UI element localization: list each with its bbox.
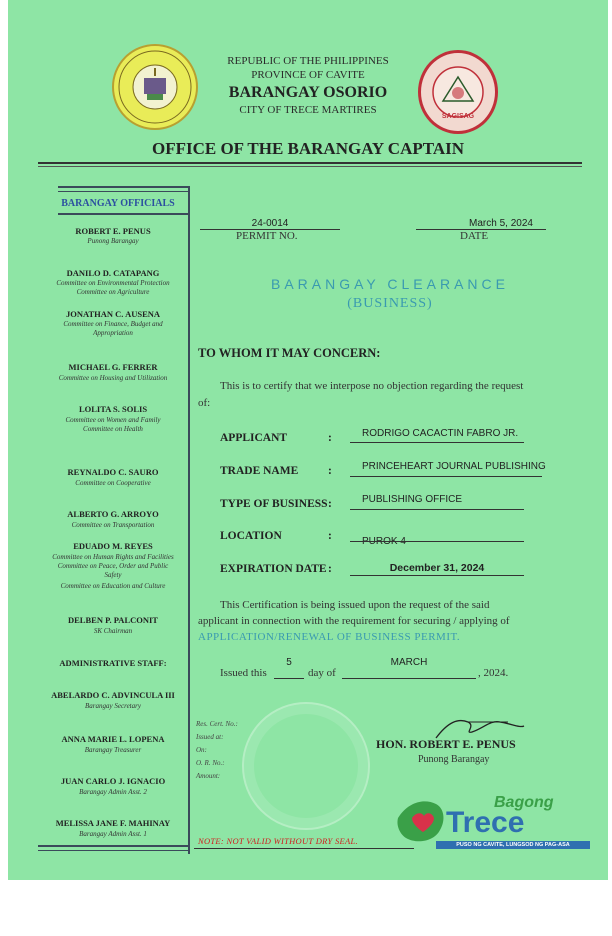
permit-number-value: 24-0014 [251,218,289,229]
salutation: TO WHOM IT MAY CONCERN: [198,346,381,360]
business-type-colon: : [328,498,332,510]
seal-sagisag-text: SAGISAG [441,113,475,120]
official-role-2b: Committee on Agriculture [76,288,150,296]
logo-trece-text: Trece [446,806,525,839]
admin-staff-heading: ADMINISTRATIVE STAFF: [59,658,167,668]
clearance-title: BARANGAY CLEARANCE [271,276,509,292]
trade-name-colon: : [328,465,332,477]
sidebar-rule-bottom2 [38,850,188,851]
expiration-label: EXPIRATION DATE [220,563,327,575]
business-type-label: TYPE OF BUSINESS [220,498,328,510]
province-line: PROVINCE OF CAVITE [251,69,365,81]
res-cert-label: Res. Cert. No.: [196,720,238,728]
barangay-title: BARANGAY OSORIO [228,84,388,101]
issued-month-value: MARCH [390,657,428,668]
staff-name-4: MELISSA JANE F. MAHINAY [55,818,171,828]
certification-line-2: applicant in connection with the requirement for securing / applying of [198,615,510,627]
certify-line-1: This is to certify that we interpose no objection regarding the request [220,380,524,392]
trade-name-line [350,476,542,477]
official-role-1: Punong Barangay [87,237,139,245]
official-name-5: LOLITA S. SOLIS [78,404,148,414]
staff-role-4: Barangay Admin Asst. 1 [79,830,147,838]
issued-month-line [342,678,476,679]
expiration-colon: : [328,563,332,575]
clearance-document [8,0,608,880]
sidebar-rule-top2 [58,191,188,192]
logo-bagong-text: Bagong [494,794,554,811]
header-rule-thin [38,166,582,167]
official-role-4: Committee on Housing and Utilization [58,374,168,382]
official-role-8b: Committee on Peace, Order and Public [57,562,169,570]
applicant-line [350,442,524,443]
certification-line-3: APPLICATION/RENEWAL OF BUSINESS PERMIT. [198,631,461,643]
bagong-trece-logo [396,794,592,850]
staff-role-2: Barangay Treasurer [84,746,142,754]
dry-seal-emboss [242,702,370,830]
location-label: LOCATION [220,530,282,542]
official-name-7: ALBERTO G. ARROYO [67,509,159,519]
day-of-label: day of [308,667,336,679]
official-name-8: EDUADO M. REYES [73,541,153,551]
sidebar-heading: BARANGAY OFFICIALS [61,198,175,209]
official-name-9: DELBEN P. PALCONIT [68,615,158,625]
applicant-value: RODRIGO CACACTIN FABRO JR. [362,428,519,439]
certify-line-2: of: [198,397,211,409]
staff-name-1: ABELARDO C. ADVINCULA III [51,690,175,700]
certification-line-1: This Certification is being issued upon the request of the said [220,599,490,611]
permit-date-value: March 5, 2024 [469,218,533,229]
sidebar-vertical-rule [188,186,190,854]
clearance-subtitle: (BUSINESS) [347,296,433,311]
applicant-colon: : [328,432,332,444]
official-role-8c: Safety [104,571,122,579]
footer-rule [194,848,414,849]
business-type-value: PUBLISHING OFFICE [362,494,463,505]
dry-seal-note: NOTE: NOT VALID WITHOUT DRY SEAL. [198,836,358,846]
applicant-label: APPLICANT [220,432,288,444]
amount-label: Amount: [196,772,221,780]
location-colon: : [328,530,332,542]
official-role-3b: Appropriation [93,329,133,337]
captain-title: Punong Barangay [418,754,490,765]
official-name-3: JONATHAN C. AUSENA [65,309,161,319]
city-line: CITY OF TRECE MARTIRES [239,104,377,116]
office-title: OFFICE OF THE BARANGAY CAPTAIN [151,139,464,158]
issued-day-line [274,678,304,679]
captain-name: HON. ROBERT E. PENUS [376,737,516,751]
trade-name-label: TRADE NAME [220,465,299,477]
expiration-value: December 31, 2024 [389,562,485,574]
official-name-1: ROBERT E. PENUS [75,226,151,236]
logo-tagline: PUSO NG CAVITE, LUNGSOD NG PAG-ASA [436,841,590,849]
official-role-5b: Committee on Health [83,425,143,433]
business-type-line [350,509,524,510]
republic-line: REPUBLIC OF THE PHILIPPINES [227,55,389,67]
official-role-6: Committee on Cooperative [75,479,151,487]
permit-number-label: PERMIT NO. [236,230,298,242]
issued-year-label: , 2024. [478,667,509,679]
sidebar-rule-top [58,186,188,188]
official-name-6: REYNALDO C. SAURO [67,467,159,477]
staff-role-1: Barangay Secretary [85,702,141,710]
sidebar-rule-bottom [38,845,188,847]
issued-at-label: Issued at: [196,733,224,741]
header-rule [38,162,582,164]
official-role-9: SK Chairman [93,627,133,635]
location-line [350,541,524,542]
official-role-8d: Committee on Education and Culture [60,582,166,590]
staff-role-3: Barangay Admin Asst. 2 [79,788,147,796]
official-name-2: DANILO D. CATAPANG [66,268,160,278]
on-label: On: [196,746,207,754]
official-role-5a: Committee on Women and Family [65,416,161,424]
permit-date-label: DATE [460,230,489,242]
official-role-8a: Committee on Human Rights and Facilities [52,553,174,561]
trade-name-value: PRINCEHEART JOURNAL PUBLISHING [362,461,546,472]
staff-name-3: JUAN CARLO J. IGNACIO [60,776,166,786]
official-role-2a: Committee on Environmental Protection [56,279,170,287]
issued-day-value: 5 [286,657,292,668]
official-role-3a: Committee on Finance, Budget and [63,320,163,328]
or-no-label: O. R. No.: [196,759,225,767]
expiration-line [350,575,524,576]
staff-name-2: ANNA MARIE L. LOPENA [61,734,165,744]
official-role-7: Committee on Transportation [71,521,155,529]
official-name-4: MICHAEL G. FERRER [68,362,158,372]
issued-this-label: Issued this [220,667,267,679]
sidebar-heading-rule [58,213,188,215]
